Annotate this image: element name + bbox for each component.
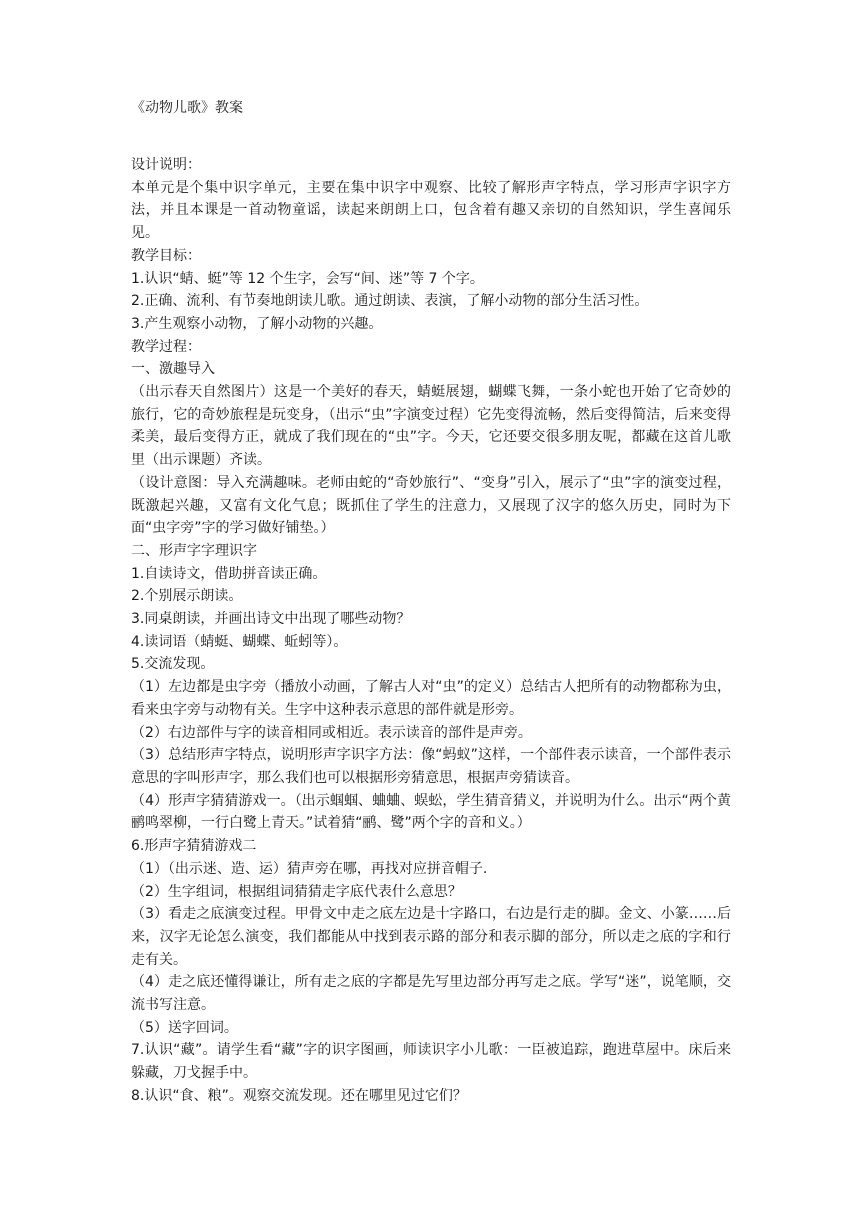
document-paragraph: 1.认识“蜻、蜓”等 12 个生字，会写“间、迷”等 7 个字。 — [131, 270, 484, 287]
document-paragraph: （3）看走之底演变过程。甲骨文中走之底左边是十字路口，右边是行走的脚。金文、小篆……后来，汉字无论怎么演变，我们都能从中找到表示路的部分和表示脚的部分，所以走之底的字和行走有关。 — [131, 906, 731, 968]
document-paragraph: 1.自读诗文，借助拼音读正确。 — [131, 565, 327, 582]
document-paragraph: 8.认识“食、粮”。观察交流发现。还在哪里见过它们？ — [131, 1087, 467, 1104]
document-paragraph: 二、形声字字理识字 — [131, 542, 257, 559]
document-paragraph: （1）左边都是虫字旁（播放小动画，了解古人对“虫”的定义）总结古人把所有的动物都称为虫，看来虫字旁与动物有关。生字中这种表示意思的部件就是形旁。 — [131, 679, 731, 718]
document-paragraph: （1）（出示迷、造、运）猜声旁在哪，再找对应拼音帽子. — [131, 860, 488, 877]
document-paragraph: 3.产生观察小动物，了解小动物的兴趣。 — [131, 315, 383, 332]
document-paragraph: （4）走之底还懂得谦让，所有走之底的字都是先写里边部分再写走之底。学写“迷”，说笔顺，交流书写注意。 — [131, 974, 731, 1014]
document-paragraph: 3.同桌朗读，并画出诗文中出现了哪些动物？ — [131, 611, 411, 628]
document-paragraph: （3）总结形声字特点，说明形声字识字方法：像“蚂蚁”这样，一个部件表示读音，一个部件表示意思的字叫形声字，那么我们也可以根据形旁猜意思，根据声旁猜读音。 — [131, 747, 731, 786]
document-paragraph: 4.读词语（蜻蜓、蝴蝶、蚯蚓等）。 — [131, 633, 348, 650]
document-paragraph: 2.个别展示朗读。 — [131, 588, 243, 605]
title-spacer — [131, 120, 731, 154]
document-paragraph: 一、激趣导入 — [131, 361, 215, 378]
document-body — [131, 154, 731, 1108]
document-paragraph: 5.交流发现。 — [131, 656, 215, 673]
document-paragraph: 教学过程： — [131, 338, 201, 355]
document-paragraph: （出示春天自然图片）这是一个美好的春天，蜻蜓展翅，蝴蝶飞舞，一条小蛇也开始了它奇妙的旅行，它的奇妙旅程是玩变身，（出示“虫”字演变过程）它先变得流畅，然后变得简洁，后来变得柔美，最后变得方正，就成了我们现在的“虫”字。今天，它还要交很多朋友呢，都藏在这首儿歌里（出示课题）齐读。 — [131, 384, 731, 469]
document-paragraph: 2.正确、流利、有节奏地朗读儿歌。通过朗读、表演，了解小动物的部分生活习性。 — [131, 293, 649, 310]
document-paragraph: 本单元是个集中识字单元，主要在集中识字中观察、比较了解形声字特点，学习形声字识字方法，并且本课是一首动物童谣，读起来朗朗上口，包含着有趣又亲切的自然知识，学生喜闻乐见。 — [131, 179, 731, 242]
document-paragraph: （4）形声字猜猜游戏一。（出示蝈蝈、蛐蛐、蜈蚣，学生猜音猜义，并说明为什么。出示“两个黄鹂鸣翠柳，一行白鹭上青天。”试着猜“鹂、鹭”两个字的音和义。） — [131, 792, 731, 832]
document-paragraph: （5）送字回词。 — [131, 1019, 238, 1036]
document-paragraph: 6.形声字猜猜游戏二 — [131, 838, 257, 855]
document-paragraph: 7.认识“藏”。请学生看“藏”字的识字图画，师读识字小儿歌：一臣被追踪，跑进草屋中。床后来躲藏，刀戈握手中。 — [131, 1042, 731, 1082]
document-paragraph: 设计说明： — [131, 157, 201, 173]
document-page — [131, 97, 731, 1108]
document-paragraph: 教学目标： — [131, 247, 201, 264]
document-paragraph: （设计意图：导入充满趣味。老师由蛇的“奇妙旅行”、“变身”引入，展示了“虫”字的演变过程，既激起兴趣，又富有文化气息；既抓住了学生的注意力，又展现了汉字的悠久历史，同时为下面“虫字旁”字的学习做好铺垫。） — [131, 474, 731, 537]
document-title: 《动物儿歌》教案 — [131, 100, 243, 116]
document-paragraph: （2）生字组词，根据组词猜猜走字底代表什么意思？ — [131, 883, 462, 900]
document-paragraph: （2）右边部件与字的读音相同或相近。表示读音的部件是声旁。 — [131, 724, 532, 741]
